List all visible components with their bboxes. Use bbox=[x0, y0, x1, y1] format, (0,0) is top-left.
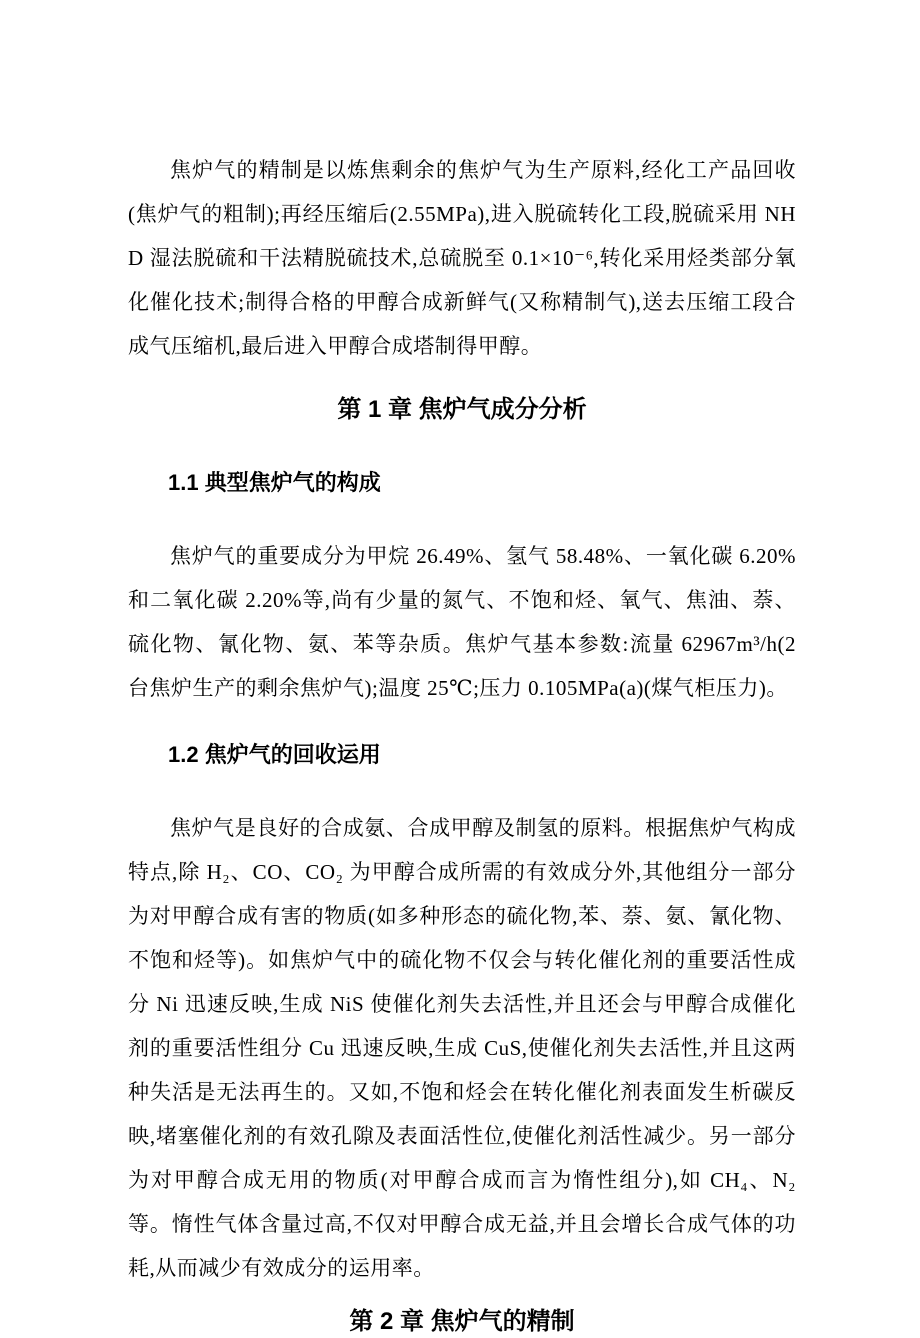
section-1-2-title: 1.2 焦炉气的回收运用 bbox=[168, 742, 381, 767]
section-1-2-paragraph: 焦炉气是良好的合成氨、合成甲醇及制氢的原料。根据焦炉气构成特点,除 H₂、CO、CO₂ 为甲醇合成所需的有效成分外,其他组分一部分为对甲醇合成有害的物质(如多种形态的硫化物,苯、萘、氨、氰化物、不饱和烃等)。如焦炉气中的硫化物不仅会与转化催化剂的重要活性成分 Ni 迅速反映,生成 NiS 使催化剂失去活性,并且还会与甲醇合成催化剂的重要活性组分 Cu 迅速反映,生成 CuS,使催化剂失去活性,并且这两种失活是无法再生的。又如,不饱和烃会在转化催化剂表面发生析碳反映,堵塞催化剂的有效孔隙及表面活性位,使催化剂活性减少。另一部分为对甲醇合成无用的物质(对甲醇合成而言为惰性组分),如 CH₄、N₂ 等。惰性气体含量过高,不仅对甲醇合成无益,并且会增长合成气体的功耗,从而减少有效成分的运用率。 bbox=[128, 816, 796, 1280]
section-1-1-title: 1.1 典型焦炉气的构成 bbox=[168, 470, 381, 495]
chapter-2-title: 第 2 章 焦炉气的精制 bbox=[349, 1308, 575, 1335]
intro-paragraph: 焦炉气的精制是以炼焦剩余的焦炉气为生产原料,经化工产品回收(焦炉气的粗制);再经压缩后(2.55MPa),进入脱硫转化工段,脱硫采用 NHD 湿法脱硫和干法精脱硫技术,总硫脱至 0.1×10⁻⁶,转化采用烃类部分氧化催化技术;制得合格的甲醇合成新鲜气(又称精制气),送去压缩工段合成气压缩机,最后进入甲醇合成塔制得甲醇。 bbox=[128, 158, 796, 358]
chapter-1-title: 第 1 章 焦炉气成分分析 bbox=[337, 396, 587, 423]
section-1-1-paragraph: 焦炉气的重要成分为甲烷 26.49%、氢气 58.48%、一氧化碳 6.20%和二氧化碳 2.20%等,尚有少量的氮气、不饱和烃、氧气、焦油、萘、硫化物、氰化物、氨、苯等杂质。焦炉气基本参数:流量 62967m³/h(2 台焦炉生产的剩余焦炉气);温度 25℃;压力 0.105MPa(a)(煤气柜压力)。 bbox=[128, 544, 796, 700]
